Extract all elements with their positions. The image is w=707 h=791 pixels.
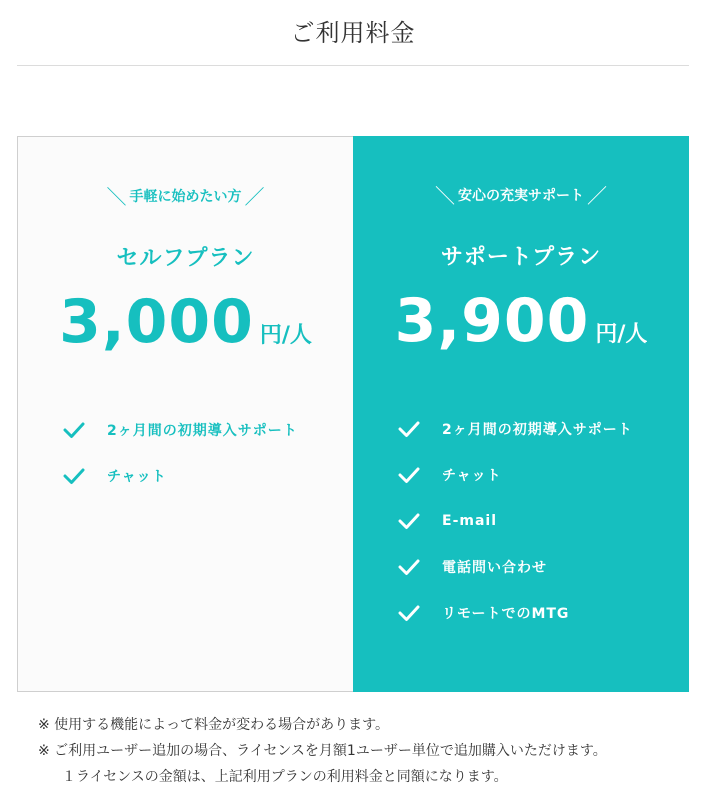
support-plan-catch-text: 安心の充実サポート: [458, 187, 584, 204]
check-icon: [398, 464, 420, 486]
support-plan-catch: [353, 180, 689, 209]
check-icon: [398, 418, 420, 440]
feature-label: 2ヶ月間の初期導入サポート: [442, 422, 633, 438]
self-plan-price-amount: 3,000: [59, 287, 254, 357]
plan-comparison: [17, 136, 689, 692]
support-plan-price-amount: 3,900: [394, 286, 590, 356]
check-icon: [398, 510, 420, 532]
support-plan-name: サポートプラン: [440, 245, 602, 270]
support-plan-card: [353, 136, 689, 692]
feature-label: チャット: [107, 469, 167, 485]
feature-item: [63, 407, 298, 453]
self-plan-catch-text: 手軽に始めたい方: [129, 188, 242, 205]
feature-item: [63, 453, 298, 499]
check-icon: [63, 419, 85, 441]
note-line: １ライセンスの金額は、上記利用プランの利用料金と同額になります。: [62, 769, 508, 785]
note-line: ※ ご利用ユーザー追加の場合、ライセンスを月額1ユーザー単位で追加購入いただけます。: [38, 743, 607, 759]
support-plan-price-unit: 円/人: [595, 322, 648, 347]
feature-label: 電話問い合わせ: [442, 560, 547, 576]
feature-label: リモートでのMTG: [442, 606, 570, 622]
feature-label: チャット: [442, 468, 502, 484]
slash-right-icon: ／: [244, 185, 265, 209]
slash-left-icon: ＼: [435, 184, 455, 208]
self-plan-features: [63, 407, 298, 499]
feature-item: [398, 452, 633, 498]
pricing-notes: [38, 712, 607, 790]
note-line: ※ 使用する機能によって料金が変わる場合があります。: [38, 717, 390, 733]
page-header: [17, 0, 689, 66]
feature-item: [398, 544, 633, 590]
feature-label: 2ヶ月間の初期導入サポート: [107, 423, 298, 439]
feature-item: [398, 590, 633, 636]
self-plan-catch: [18, 181, 353, 210]
check-icon: [398, 602, 420, 624]
self-plan-price: [18, 287, 353, 357]
support-plan-features: [398, 406, 633, 636]
self-plan-card: [17, 136, 353, 692]
check-icon: [398, 556, 420, 578]
check-icon: [63, 465, 85, 487]
slash-left-icon: ＼: [106, 185, 127, 209]
self-plan-price-unit: 円/人: [259, 323, 312, 348]
slash-right-icon: ／: [587, 184, 607, 208]
self-plan-name: セルフプラン: [116, 246, 255, 271]
support-plan-price: [353, 286, 689, 356]
feature-item: [398, 406, 633, 452]
feature-item: [398, 498, 633, 544]
feature-label: E-mail: [442, 513, 498, 529]
page-title: ご利用料金: [290, 19, 416, 47]
